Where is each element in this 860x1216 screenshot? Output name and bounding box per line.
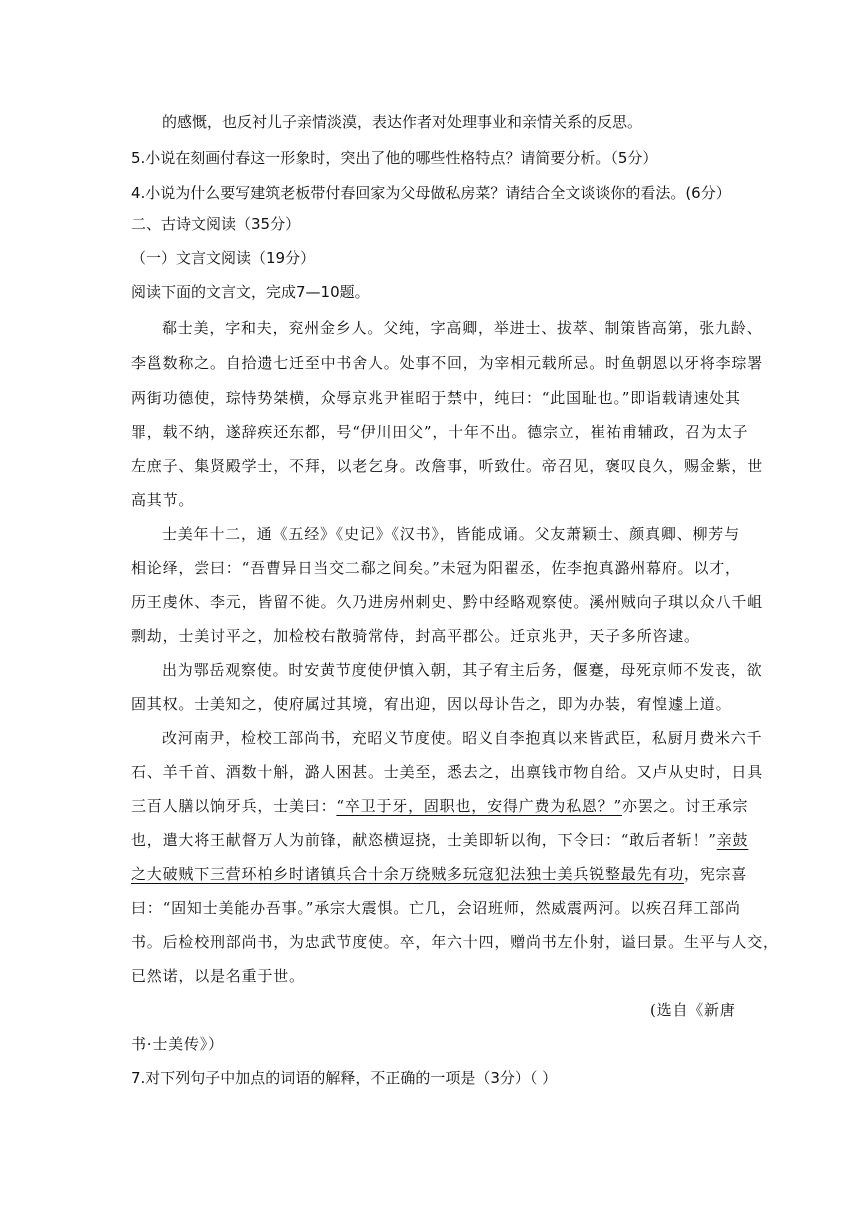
passage-line: 士美年十二，通《五经》《史记》《汉书》，皆能成诵。父友萧颖士、颜真卿、柳芳与 [162,525,740,543]
question-analysis-continuation: 的感慨，也反衬儿子亲情淡漠，表达作者对处理事业和亲情关系的反思。 [162,113,643,131]
passage-line: 改河南尹，检校工部尚书，充昭义节度使。昭义自李抱真以来皆武臣，私厨月费米六千 [162,729,763,747]
passage-line: 郗士美，字和夫，兖州金乡人。父纯，字高卿，举进士、拔萃、制策皆高第，张九龄、 [162,319,763,337]
question-5: 5.小说在刻画付春这一形象时，突出了他的哪些性格特点？请简要分析。（5分） [131,149,658,167]
source-citation-cont: 书·士美传》） [131,1035,224,1053]
passage-line: 相论绎，尝曰：“吾曹异日当交二郗之间矣。”未冠为阳翟丞，佐李抱真潞州幕府。以才， [131,559,741,577]
passage-line: 高其节。 [131,491,195,509]
passage-line [131,796,748,818]
question-7: 7.对下列句子中加点的词语的解释，不正确的一项是（3分）（ ） [131,1069,558,1087]
passage-text: 三百人膳以饷牙兵，士美曰： [131,797,337,815]
passage-line: 出为鄂岳观察使。时安黄节度使伊慎入朝，其子宥主后务，偃蹇，母死京师不发丧，欲 [162,661,763,679]
question-4: 4.小说为什么要写建筑老板带付春回家为父母做私房菜？请结合全文谈谈你的看法。(6分） [131,184,731,202]
passage-line: 罪，载不纳，遂辞疾还东都，号“伊川田父”，十年不出。德宗立，崔祐甫辅政，召为太子 [131,423,749,441]
passage-line: 历王虔休、李元，皆留不徙。久乃进房州刺史、黔中经略观察使。溪州贼向子琪以众八千岨 [131,593,764,611]
passage-text: 亦罢之。讨王承宗 [621,797,749,815]
passage-line: 曰：“固知士美能办吾事。”承宗大震惧。亡几，会诏班师，然威震两河。以疾召拜工部尚 [131,899,741,917]
subsection-heading-classical-chinese: （一）文言文阅读（19分） [131,249,316,267]
reading-instruction: 阅读下面的文言文，完成7—10题。 [131,283,370,301]
passage-line: 两街功德使，琮恃势桀横，众辱京兆尹崔昭于禁中，纯曰：“此国耻也。”即诣载请速处其 [131,389,741,407]
passage-text: ，宪宗喜 [684,865,748,883]
passage-line: 李邕数称之。自拾遗七迁至中书舍人。处事不回，为宰相元载所忌。时鱼朝恩以牙将李琮署 [131,354,764,372]
passage-line: 石、羊千首、酒数十斛，潞人困甚。士美至，悉去之，出禀钱市物自给。又卢从史时，日具 [131,763,764,781]
passage-line: 固其权。士美知之，使府属过其境，宥出迎，因以母讣告之，即为办装，宥惶遽上道。 [131,695,732,713]
passage-line: 已然诺，以是名重于世。 [131,967,305,985]
underlined-sentence: 亲鼓 [716,831,749,849]
passage-line [131,830,748,852]
passage-line: 书。后检校刑部尚书，为忠武节度使。卒，年六十四，赠尚书左仆射，谥曰景。生平与人交， [131,933,779,951]
passage-line: 左庶子、集贤殿学士，不拜，以老乞身。改詹事，听致仕。帝召见，褒叹良久，赐金紫，世 [131,457,764,475]
passage-line [131,864,747,886]
underlined-sentence: 之大破贼下三营环柏乡时诸镇兵合十余万绕贼多玩寇犯法独士美兵锐整最先有功 [131,865,685,883]
section-heading-classical-reading: 二、古诗文阅读（35分） [131,215,301,233]
passage-text: 也，遣大将王献督万人为前锋，献恣横逗挠，士美即斩以徇，下令曰：“敢后者斩！” [131,831,717,849]
source-citation: (选自《新唐 [650,1001,736,1019]
passage-line: 剽劫，士美讨平之，加检校右散骑常侍，封高平郡公。迁京兆尹，天子多所咨逮。 [131,627,700,645]
underlined-sentence: “卒卫于牙，固职也，安得广费为私恩？” [336,797,622,815]
